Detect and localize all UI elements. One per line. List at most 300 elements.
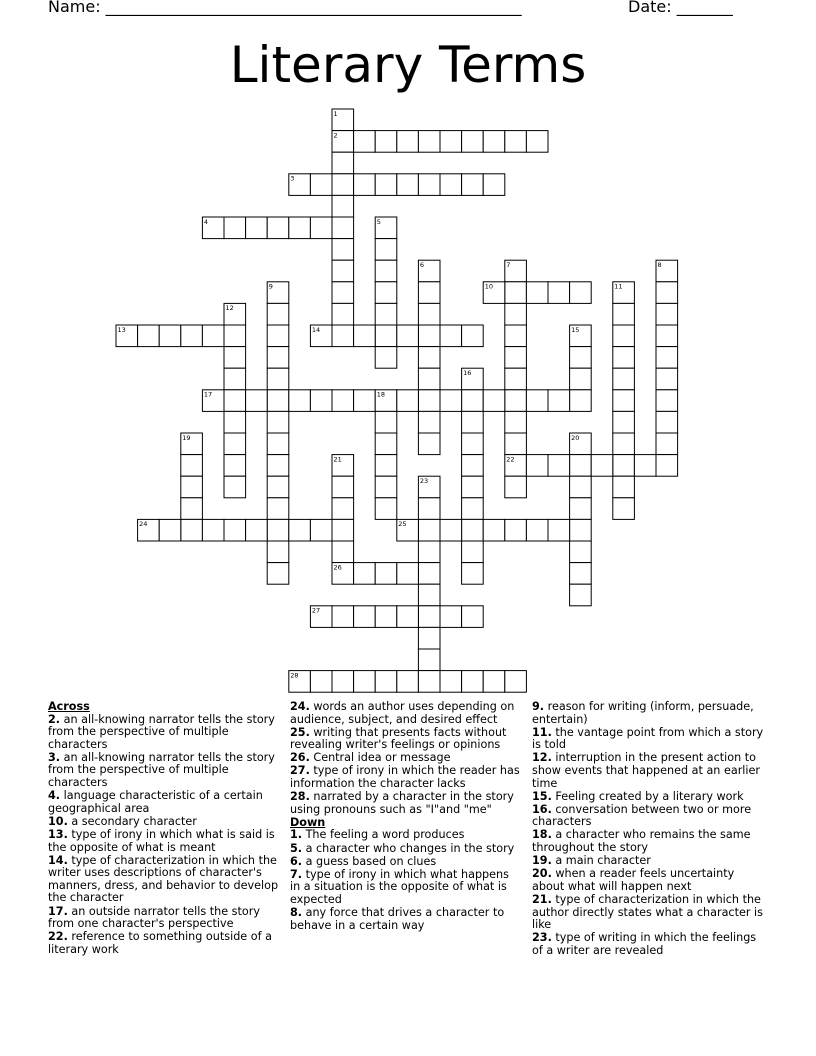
grid-cell[interactable] xyxy=(526,519,548,541)
grid-cell[interactable] xyxy=(462,411,484,433)
grid-cell[interactable] xyxy=(375,174,397,196)
grid-cell[interactable] xyxy=(224,325,246,347)
grid-cell[interactable] xyxy=(310,390,332,412)
grid-cell[interactable] xyxy=(418,368,440,390)
grid-cell[interactable] xyxy=(332,390,354,412)
grid-cell[interactable] xyxy=(656,325,678,347)
cell-number: 25 xyxy=(398,520,407,529)
grid-cell[interactable] xyxy=(202,325,224,347)
grid-cell[interactable] xyxy=(397,325,419,347)
cell-number: 21 xyxy=(333,455,342,464)
cell-number: 27 xyxy=(311,606,321,615)
grid-cell[interactable] xyxy=(332,541,354,563)
grid-cell[interactable] xyxy=(267,498,289,520)
clue-text: reason for writing (inform, persuade, entertain) xyxy=(532,700,754,726)
page-title: Literary Terms xyxy=(229,36,587,94)
grid-cell[interactable] xyxy=(570,541,592,563)
grid-cell[interactable] xyxy=(267,476,289,498)
grid-cell[interactable] xyxy=(613,303,635,325)
clue-text: type of irony in which what happens in a situation is the opposite of what is expected xyxy=(290,867,509,906)
grid-cell[interactable] xyxy=(570,584,592,606)
grid-cell[interactable] xyxy=(613,498,635,520)
clue-number: 10. xyxy=(48,814,68,828)
grid-cell[interactable] xyxy=(613,368,635,390)
clue-number: 4. xyxy=(48,789,61,803)
grid-cell[interactable] xyxy=(375,606,397,628)
grid-cell[interactable] xyxy=(483,131,505,153)
grid-cell[interactable] xyxy=(267,303,289,325)
clue-number: 6. xyxy=(290,854,303,868)
clue-text: a secondary character xyxy=(67,814,197,828)
clue-number: 14. xyxy=(48,853,68,867)
grid-cell[interactable] xyxy=(548,390,570,412)
grid-cell[interactable] xyxy=(570,347,592,369)
grid-cell[interactable] xyxy=(656,347,678,369)
clue-item xyxy=(48,790,280,815)
clue-item xyxy=(532,727,768,752)
clue-text: type of irony in which the reader has information the character lacks xyxy=(290,764,520,791)
clue-column-1 xyxy=(48,701,280,957)
clue-number: 5. xyxy=(290,841,303,855)
grid-cell[interactable] xyxy=(224,368,246,390)
clue-column-2 xyxy=(290,701,520,933)
grid-cell[interactable] xyxy=(570,390,592,412)
grid-cell[interactable] xyxy=(224,347,246,369)
cell-number: 9 xyxy=(268,282,273,291)
grid-cell[interactable] xyxy=(138,325,160,347)
clue-number: 8. xyxy=(290,906,303,919)
grid-cell[interactable] xyxy=(440,390,462,412)
grid-cell[interactable] xyxy=(418,671,440,693)
grid-cell[interactable] xyxy=(224,217,246,239)
grid-cell[interactable] xyxy=(656,390,678,412)
grid-cell[interactable] xyxy=(375,325,397,347)
cell-number: 2 xyxy=(333,131,338,140)
grid-cell[interactable] xyxy=(375,498,397,520)
cell-number: 14 xyxy=(311,325,321,334)
grid-cell[interactable] xyxy=(613,433,635,455)
cell-number: 22 xyxy=(506,455,515,464)
grid-cell[interactable] xyxy=(613,455,635,477)
clue-number: 12. xyxy=(532,751,552,765)
grid-cell[interactable] xyxy=(418,627,440,649)
grid-cell[interactable] xyxy=(462,390,484,412)
grid-cell[interactable] xyxy=(332,303,354,325)
grid-cell[interactable] xyxy=(462,606,484,628)
cell-number: 24 xyxy=(139,520,148,529)
cell-number: 13 xyxy=(117,325,126,334)
grid-cell[interactable] xyxy=(354,390,376,412)
grid-cell[interactable] xyxy=(656,455,678,477)
clue-item xyxy=(290,752,520,765)
grid-cell[interactable] xyxy=(462,541,484,563)
clue-item xyxy=(532,868,768,893)
grid-cell[interactable] xyxy=(310,174,332,196)
clue-item xyxy=(48,714,280,752)
grid-cell[interactable] xyxy=(656,282,678,304)
grid-cell[interactable] xyxy=(440,325,462,347)
clue-text: any force that drives a character to behave in a certain way xyxy=(290,906,505,932)
grid-cell[interactable] xyxy=(570,563,592,585)
grid-cell[interactable] xyxy=(613,476,635,498)
grid-cell[interactable] xyxy=(267,325,289,347)
clue-text: type of writing in which the feelings of a writer are revealed xyxy=(532,931,757,957)
grid-cell[interactable] xyxy=(332,152,354,174)
grid-cell[interactable] xyxy=(526,455,548,477)
grid-cell[interactable] xyxy=(246,217,268,239)
grid-cell[interactable] xyxy=(526,131,548,153)
grid-cell[interactable] xyxy=(397,563,419,585)
cell-number: 7 xyxy=(506,261,511,269)
grid-cell[interactable] xyxy=(505,671,527,693)
grid-cell[interactable] xyxy=(332,195,354,217)
cell-number: 23 xyxy=(419,477,429,485)
clue-item xyxy=(290,791,520,816)
grid-cell[interactable] xyxy=(375,476,397,498)
grid-cell[interactable] xyxy=(375,563,397,585)
grid-cell[interactable] xyxy=(181,325,203,347)
grid-cell[interactable] xyxy=(246,390,268,412)
grid-cell[interactable] xyxy=(462,433,484,455)
grid-cell[interactable] xyxy=(267,217,289,239)
clue-item xyxy=(290,727,520,752)
grid-cell[interactable] xyxy=(418,541,440,563)
grid-cell[interactable] xyxy=(246,519,268,541)
clue-number: 3. xyxy=(48,750,61,764)
clue-number: 18. xyxy=(532,828,552,842)
clue-item xyxy=(290,829,520,842)
grid-cell[interactable] xyxy=(548,282,570,304)
clue-text: a guess based on clues xyxy=(302,854,437,868)
clue-text: type of characterization in which the author directly states what a character is like xyxy=(532,892,763,932)
clue-item xyxy=(290,843,520,856)
cell-number: 26 xyxy=(333,563,342,572)
cell-number: 11 xyxy=(614,282,623,291)
grid-cell[interactable] xyxy=(332,476,354,498)
grid-cell[interactable] xyxy=(310,217,332,239)
grid-cell[interactable] xyxy=(267,563,289,585)
clue-text: writing that presents facts without revealing writer's feelings or opinions xyxy=(290,725,507,752)
grid-cell[interactable] xyxy=(418,282,440,304)
grid-cell[interactable] xyxy=(418,303,440,325)
grid-cell[interactable] xyxy=(462,174,484,196)
grid-cell[interactable] xyxy=(526,390,548,412)
grid-cell[interactable] xyxy=(634,455,656,477)
clue-text: Central idea or message xyxy=(309,751,451,765)
cell-number: 4 xyxy=(203,217,209,226)
grid-cell[interactable] xyxy=(570,519,592,541)
clue-text: type of irony in which what is said is the opposite of what is meant xyxy=(48,827,275,854)
clue-number: 26. xyxy=(290,751,310,765)
clue-item xyxy=(290,907,520,932)
clue-number: 28. xyxy=(290,790,310,804)
cell-number: 18 xyxy=(376,390,385,399)
grid-cell[interactable] xyxy=(462,498,484,520)
grid-cell[interactable] xyxy=(181,498,203,520)
grid-cell[interactable] xyxy=(462,476,484,498)
clue-item xyxy=(290,701,520,726)
grid-cell[interactable] xyxy=(591,455,613,477)
clue-item xyxy=(290,856,520,869)
clue-number: 15. xyxy=(532,789,552,803)
grid-cell[interactable] xyxy=(505,433,527,455)
clue-number: 13. xyxy=(48,827,68,841)
grid-cell[interactable] xyxy=(526,282,548,304)
clue-text: the vantage point from which a story is told xyxy=(532,725,764,752)
grid-cell[interactable] xyxy=(418,498,440,520)
grid-cell[interactable] xyxy=(548,519,570,541)
clue-text: Feeling created by a literary work xyxy=(551,789,744,803)
grid-cell[interactable] xyxy=(418,584,440,606)
grid-cell[interactable] xyxy=(267,455,289,477)
grid-cell[interactable] xyxy=(181,519,203,541)
clue-heading-across: Across xyxy=(48,700,90,713)
clue-number: 7. xyxy=(290,867,303,881)
grid-cell[interactable] xyxy=(613,325,635,347)
grid-cell[interactable] xyxy=(440,606,462,628)
clue-number: 2. xyxy=(48,712,61,726)
grid-cell[interactable] xyxy=(310,671,332,693)
clue-item xyxy=(48,816,280,829)
grid-cell[interactable] xyxy=(397,174,419,196)
grid-cell[interactable] xyxy=(505,411,527,433)
grid-cell[interactable] xyxy=(613,347,635,369)
grid-cell[interactable] xyxy=(483,671,505,693)
cell-number: 28 xyxy=(290,671,299,680)
cell-number: 1 xyxy=(333,109,338,118)
grid-cell[interactable] xyxy=(310,519,332,541)
grid-cell[interactable] xyxy=(267,390,289,412)
grid-cell[interactable] xyxy=(397,390,419,412)
grid-cell[interactable] xyxy=(181,476,203,498)
grid-cell[interactable] xyxy=(418,325,440,347)
grid-cell[interactable] xyxy=(181,455,203,477)
grid-cell[interactable] xyxy=(483,174,505,196)
grid-cell[interactable] xyxy=(418,606,440,628)
clue-item xyxy=(532,791,768,804)
clue-number: 19. xyxy=(532,854,552,868)
cell-number: 16 xyxy=(463,369,472,377)
grid-cell[interactable] xyxy=(418,347,440,369)
clue-heading-down: Down xyxy=(290,815,326,829)
clue-number: 1. xyxy=(290,828,303,842)
grid-cell[interactable] xyxy=(354,671,376,693)
cell-number: 8 xyxy=(657,261,662,269)
clue-item xyxy=(290,765,520,790)
grid-cell[interactable] xyxy=(224,476,246,498)
grid-cell[interactable] xyxy=(462,131,484,153)
clue-item xyxy=(532,701,768,726)
grid-cell[interactable] xyxy=(548,455,570,477)
clue-text: The feeling a word produces xyxy=(302,828,465,842)
grid-cell[interactable] xyxy=(224,390,246,412)
clue-number: 25. xyxy=(290,725,310,739)
clue-item xyxy=(290,869,520,907)
name-field[interactable]: Name: ____________________________________________________ xyxy=(48,0,522,16)
grid-cell[interactable] xyxy=(332,174,354,196)
grid-cell[interactable] xyxy=(440,131,462,153)
cell-number: 17 xyxy=(203,390,213,399)
grid-cell[interactable] xyxy=(332,606,354,628)
clue-number: 24. xyxy=(290,700,310,713)
grid-cell[interactable] xyxy=(570,476,592,498)
grid-cell[interactable] xyxy=(418,563,440,585)
grid-cell[interactable] xyxy=(505,325,527,347)
grid-cell[interactable] xyxy=(397,606,419,628)
clue-column-3 xyxy=(532,701,768,958)
grid-cell[interactable] xyxy=(462,519,484,541)
cell-number: 10 xyxy=(484,282,493,291)
clue-number: 9. xyxy=(532,700,545,713)
clue-number: 16. xyxy=(532,802,552,816)
clue-text: conversation between two or more characters xyxy=(532,802,752,829)
grid-cell[interactable] xyxy=(375,411,397,433)
clue-item xyxy=(532,804,768,829)
grid-cell[interactable] xyxy=(505,519,527,541)
clue-text: a character who changes in the story xyxy=(302,841,515,855)
grid-cell[interactable] xyxy=(570,498,592,520)
date-field[interactable]: Date: _______ xyxy=(628,0,733,16)
grid-cell[interactable] xyxy=(656,368,678,390)
grid-cell[interactable] xyxy=(267,433,289,455)
grid-cell[interactable] xyxy=(613,390,635,412)
grid-cell[interactable] xyxy=(332,239,354,261)
grid-cell[interactable] xyxy=(375,260,397,282)
clue-item xyxy=(532,855,768,868)
grid-cell[interactable] xyxy=(159,325,181,347)
grid-cell[interactable] xyxy=(418,433,440,455)
grid-cell[interactable] xyxy=(354,325,376,347)
grid-cell[interactable] xyxy=(224,519,246,541)
cell-number: 12 xyxy=(225,304,234,313)
grid-cell[interactable] xyxy=(505,476,527,498)
grid-cell[interactable] xyxy=(375,347,397,369)
clue-text: an outside narrator tells the story from one character's perspective xyxy=(48,904,260,931)
grid-cell[interactable] xyxy=(440,174,462,196)
clue-text: a character who remains the same throughout the story xyxy=(532,828,751,855)
grid-cell[interactable] xyxy=(418,131,440,153)
grid-cell[interactable] xyxy=(267,347,289,369)
grid-cell[interactable] xyxy=(505,131,527,153)
grid-cell[interactable] xyxy=(656,433,678,455)
grid-cell[interactable] xyxy=(224,433,246,455)
grid-cell[interactable] xyxy=(332,282,354,304)
grid-cell[interactable] xyxy=(354,174,376,196)
grid-cell[interactable] xyxy=(159,519,181,541)
clue-text: type of characterization in which the writer uses descriptions of character's manners, dress, and behavior to develop the character xyxy=(48,853,279,905)
grid-cell[interactable] xyxy=(332,671,354,693)
grid-cell[interactable] xyxy=(505,390,527,412)
grid-cell[interactable] xyxy=(505,282,527,304)
grid-cell[interactable] xyxy=(570,282,592,304)
grid-cell[interactable] xyxy=(656,411,678,433)
clue-text: language characteristic of a certain geographical area xyxy=(48,789,263,815)
clue-number: 21. xyxy=(532,892,552,906)
grid-cell[interactable] xyxy=(418,174,440,196)
grid-cell[interactable] xyxy=(375,433,397,455)
grid-cell[interactable] xyxy=(397,131,419,153)
cell-number: 15 xyxy=(571,325,580,334)
grid-cell[interactable] xyxy=(462,563,484,585)
clue-item xyxy=(532,829,768,854)
clue-number: 23. xyxy=(532,931,552,945)
grid-cell[interactable] xyxy=(418,390,440,412)
cell-number: 5 xyxy=(376,217,381,226)
cell-number: 3 xyxy=(290,174,295,183)
clue-text: words an author uses depending on audience, subject, and desired effect xyxy=(290,700,515,726)
clue-item xyxy=(48,855,280,905)
clue-text: reference to something outside of a literary work xyxy=(48,930,272,956)
grid-cell[interactable] xyxy=(570,368,592,390)
grid-cell[interactable] xyxy=(375,455,397,477)
grid-cell[interactable] xyxy=(332,260,354,282)
clue-item xyxy=(48,931,280,956)
grid-cell[interactable] xyxy=(418,519,440,541)
grid-cell[interactable] xyxy=(570,455,592,477)
clue-number: 27. xyxy=(290,764,310,778)
grid-cell[interactable] xyxy=(289,519,311,541)
grid-cell[interactable] xyxy=(354,563,376,585)
grid-cell[interactable] xyxy=(267,541,289,563)
grid-cell[interactable] xyxy=(462,671,484,693)
grid-cell[interactable] xyxy=(354,131,376,153)
grid-cell[interactable] xyxy=(462,455,484,477)
grid-cell[interactable] xyxy=(440,671,462,693)
grid-cell[interactable] xyxy=(375,671,397,693)
clue-item xyxy=(532,894,768,932)
grid-cell[interactable] xyxy=(418,649,440,671)
grid-cell[interactable] xyxy=(613,411,635,433)
grid-cell[interactable] xyxy=(375,239,397,261)
clue-number: 17. xyxy=(48,904,68,918)
clue-number: 20. xyxy=(532,867,552,881)
grid-cell[interactable] xyxy=(375,131,397,153)
grid-cell[interactable] xyxy=(332,519,354,541)
clue-number: 22. xyxy=(48,930,68,944)
grid-cell[interactable] xyxy=(267,368,289,390)
clue-text: narrated by a character in the story using pronouns such as "I"and "me" xyxy=(290,790,514,816)
grid-cell[interactable] xyxy=(375,282,397,304)
grid-cell[interactable] xyxy=(202,519,224,541)
grid-cell[interactable] xyxy=(656,303,678,325)
clue-text: an all-knowing narrator tells the story from the perspective of multiple characters xyxy=(48,712,275,751)
cell-number: 6 xyxy=(419,261,425,269)
grid-cell[interactable] xyxy=(440,519,462,541)
grid-cell[interactable] xyxy=(332,498,354,520)
grid-cell[interactable] xyxy=(505,303,527,325)
grid-cell[interactable] xyxy=(483,390,505,412)
clue-text: a main character xyxy=(551,854,651,868)
grid-cell[interactable] xyxy=(505,368,527,390)
grid-cell[interactable] xyxy=(397,671,419,693)
grid-cell[interactable] xyxy=(289,390,311,412)
grid-cell[interactable] xyxy=(462,325,484,347)
grid-cell[interactable] xyxy=(224,455,246,477)
clue-item xyxy=(48,906,280,931)
grid-cell[interactable] xyxy=(267,411,289,433)
clue-text: when a reader feels uncertainty about what will happen next xyxy=(532,867,735,893)
grid-cell[interactable] xyxy=(418,411,440,433)
grid-cell[interactable] xyxy=(505,347,527,369)
grid-cell[interactable] xyxy=(289,217,311,239)
grid-cell[interactable] xyxy=(483,519,505,541)
grid-cell[interactable] xyxy=(332,325,354,347)
grid-cell[interactable] xyxy=(224,411,246,433)
grid-cell[interactable] xyxy=(267,519,289,541)
grid-cell[interactable] xyxy=(332,217,354,239)
grid-cell[interactable] xyxy=(375,303,397,325)
grid-cell[interactable] xyxy=(354,606,376,628)
